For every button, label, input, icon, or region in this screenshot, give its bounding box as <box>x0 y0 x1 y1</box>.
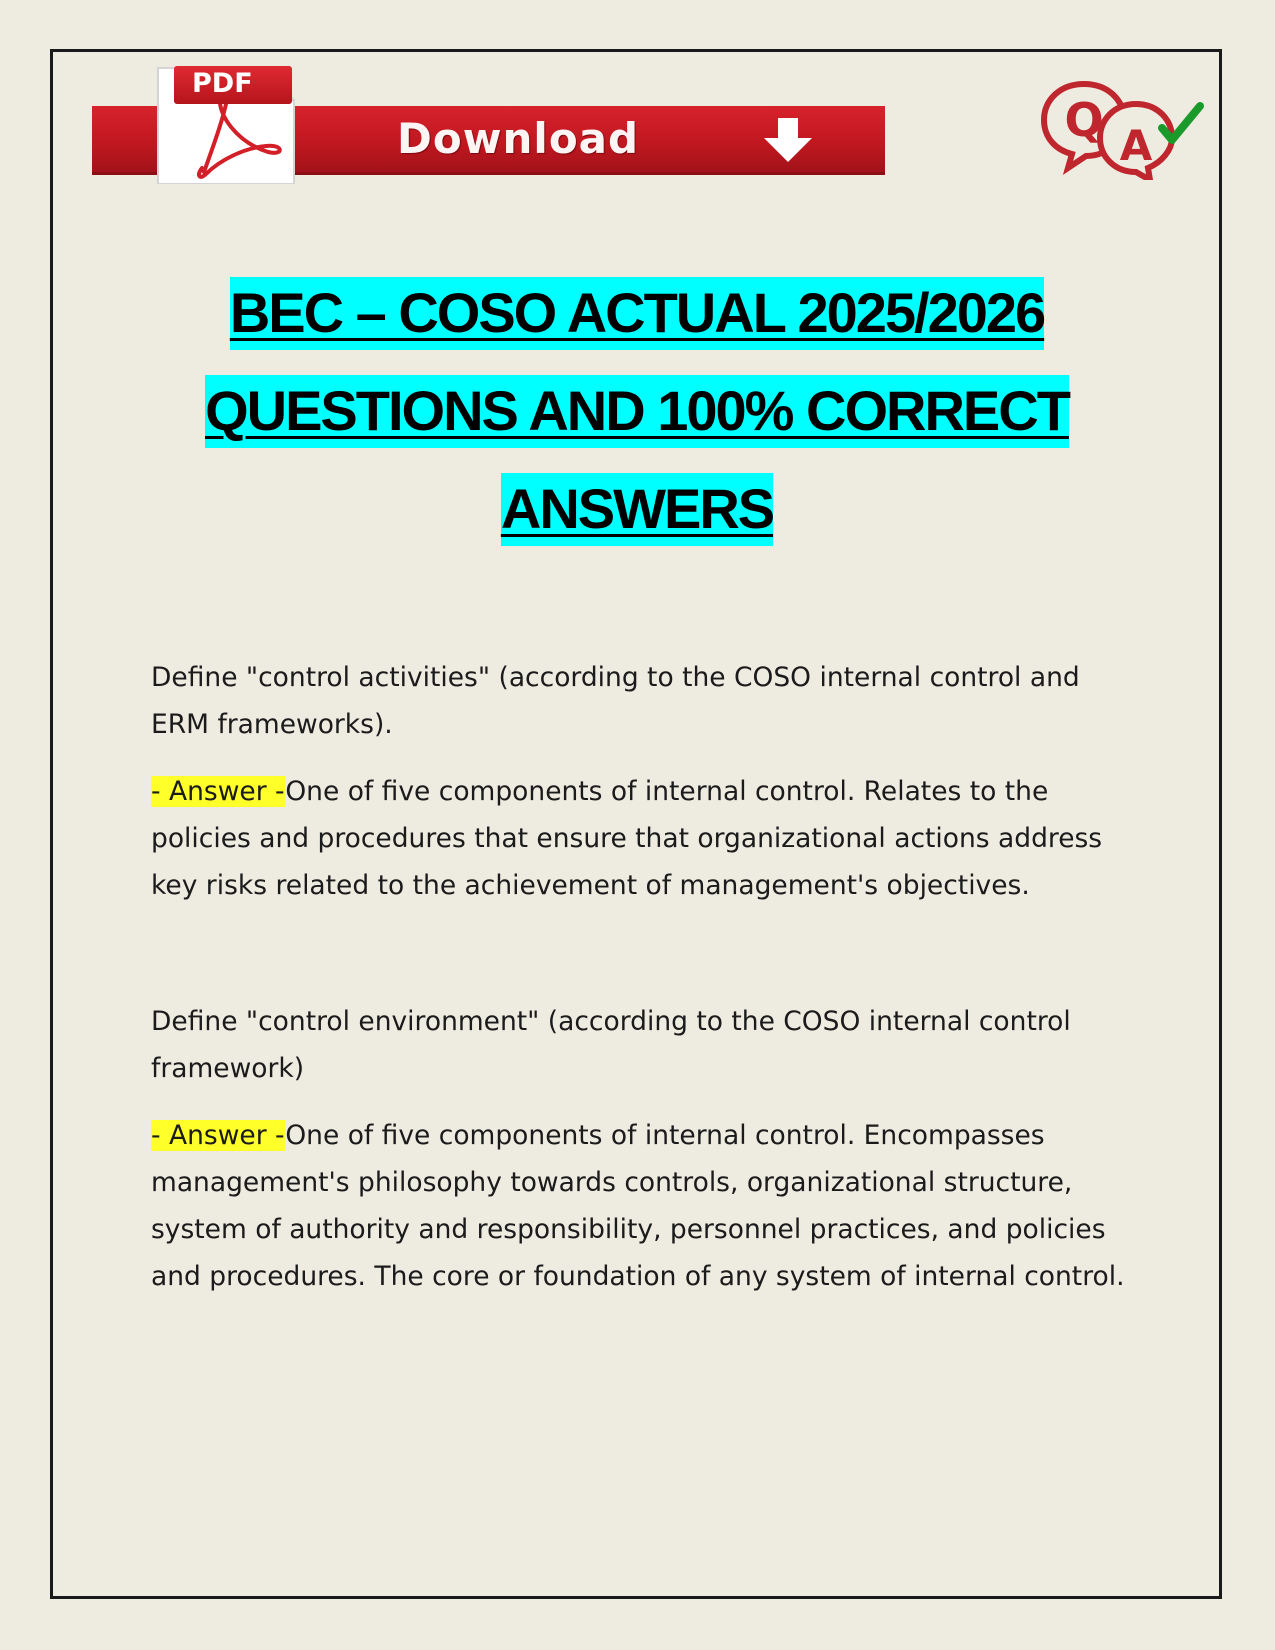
question-text: Define "control environment" (according to the COSO internal control framework) <box>151 1006 1071 1084</box>
document-title <box>60 264 1214 558</box>
pdf-label: PDF <box>192 68 253 99</box>
download-arrow-icon <box>760 116 816 164</box>
qa-check-logo-icon <box>1040 80 1210 180</box>
logo-a-letter: A <box>1119 121 1153 170</box>
title-line-3: ANSWERS <box>501 473 773 546</box>
title-line <box>60 460 1214 558</box>
pdf-download-banner[interactable] <box>92 60 885 184</box>
answer-paragraph <box>151 768 1131 909</box>
pdf-file-icon <box>144 64 308 184</box>
answer-text: One of five components of internal control. Relates to the policies and procedures that ensure that organizational actions address key risks related to the achievement of management's objectives. <box>151 776 1103 901</box>
qa-item <box>151 654 1131 909</box>
answer-paragraph <box>151 1112 1131 1300</box>
title-line-2: QUESTIONS AND 100% CORRECT <box>205 375 1069 448</box>
answer-label: - Answer - <box>151 1120 286 1151</box>
title-line <box>60 362 1214 460</box>
qa-item <box>151 998 1131 1300</box>
answer-label: - Answer - <box>151 776 286 807</box>
title-line-1: BEC – COSO ACTUAL 2025/2026 <box>230 277 1044 350</box>
logo-q-letter: Q <box>1064 93 1104 147</box>
qa-list <box>151 654 1131 1300</box>
title-line <box>60 264 1214 362</box>
question-text: Define "control activities" (according to the COSO internal control and ERM frameworks). <box>151 662 1080 740</box>
download-label: Download <box>397 114 640 163</box>
answer-text: One of five components of internal control. Encompasses management's philosophy towards controls, organizational structure, system of authority and responsibility, personnel practices, and policies and procedures. The core or foundation of any system of internal control. <box>151 1120 1125 1292</box>
